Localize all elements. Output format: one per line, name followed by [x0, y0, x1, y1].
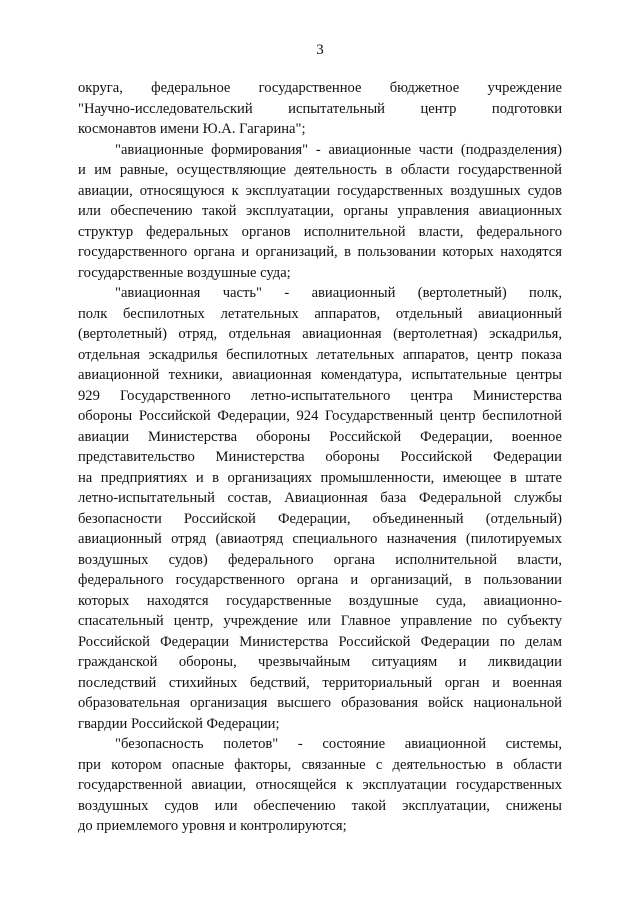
- text-line: отдельная эскадрилья беспилотных летательных аппаратов, центр показа: [78, 346, 562, 363]
- text-line: воздушных судов или обеспечению такой эксплуатации, снижены: [78, 797, 562, 814]
- text-line: (вертолетный) отряд, отдельная авиационная (вертолетная) эскадрилья,: [78, 326, 562, 342]
- text-line: авиационной техники, авиационная комендатура, испытательные центры: [78, 367, 562, 383]
- text-line: при котором опасные факторы, связанные с деятельностью в области: [78, 756, 562, 773]
- text-line: государственные воздушные суда;: [78, 264, 291, 281]
- text-line: государственного органа и организаций, в пользовании которых находятся: [78, 244, 562, 260]
- text-line: "авиационная часть" - авиационный (вертолетный) полк,: [115, 285, 562, 301]
- text-line: последствий стихийных бедствий, территориальный орган и военная: [78, 674, 562, 691]
- text-line: авиации Министерства обороны Российской Федерации, военное: [78, 428, 562, 445]
- text-line: "безопасность полетов" - состояние авиационной системы,: [115, 736, 562, 752]
- text-line: "авиационные формирования" - авиационные части (подразделения): [115, 141, 562, 158]
- text-line: государственной авиации, относящейся к эксплуатации государственных: [78, 777, 562, 793]
- text-line: и им равные, осуществляющие деятельность в области государственной: [78, 162, 562, 178]
- text-line: или обеспечению такой эксплуатации, органы управления авиационных: [78, 203, 562, 219]
- text-line: Российской Федерации Министерства Российской Федерации по делам: [78, 633, 562, 650]
- text-line: образовательная организация высшего образования войск национальной: [78, 695, 562, 711]
- text-line: спасательный центр, учреждение или Главное управление по субъекту: [78, 613, 562, 629]
- page-number: 3: [316, 42, 324, 58]
- text-line: "Научно-исследовательский испытательный центр подготовки: [78, 100, 562, 117]
- text-line: воздушных судов) федерального органа исполнительной власти,: [78, 551, 562, 568]
- text-line: округа, федеральное государственное бюджетное учреждение: [78, 80, 562, 96]
- text-line: на предприятиях и в организациях промышленности, имеющее в штате: [78, 469, 562, 486]
- text-line: структур федеральных органов исполнительной власти, федерального: [78, 223, 562, 240]
- text-line: 929 Государственного летно-испытательного центра Министерства: [78, 387, 562, 404]
- text-line: обороны Российской Федерации, 924 Государственный центр беспилотной: [78, 408, 562, 424]
- text-line: федерального государственного органа и организаций, в пользовании: [78, 572, 562, 588]
- text-line: летно-испытательный состав, Авиационная база Федеральной службы: [78, 490, 562, 506]
- text-line: авиационный отряд (авиаотряд специального назначения (пилотируемых: [78, 531, 562, 547]
- text-line: гражданской обороны, чрезвычайным ситуациям и ликвидации: [78, 654, 562, 670]
- text-line: безопасности Российской Федерации, объединенный (отдельный): [78, 510, 562, 527]
- text-line: полк беспилотных летательных аппаратов, отдельный авиационный: [78, 305, 562, 322]
- text-line: до приемлемого уровня и контролируются;: [78, 818, 347, 834]
- text-line: представительство Министерства обороны Российской Федерации: [78, 449, 562, 465]
- document-body: [78, 78, 562, 837]
- text-line: гвардии Российской Федерации;: [78, 715, 280, 732]
- text-line: авиации, относящуюся к эксплуатации государственных воздушных судов: [78, 182, 562, 199]
- text-line: которых находятся государственные воздушные суда, авиационно-: [78, 592, 562, 609]
- text-line: космонавтов имени Ю.А. Гагарина";: [78, 121, 306, 137]
